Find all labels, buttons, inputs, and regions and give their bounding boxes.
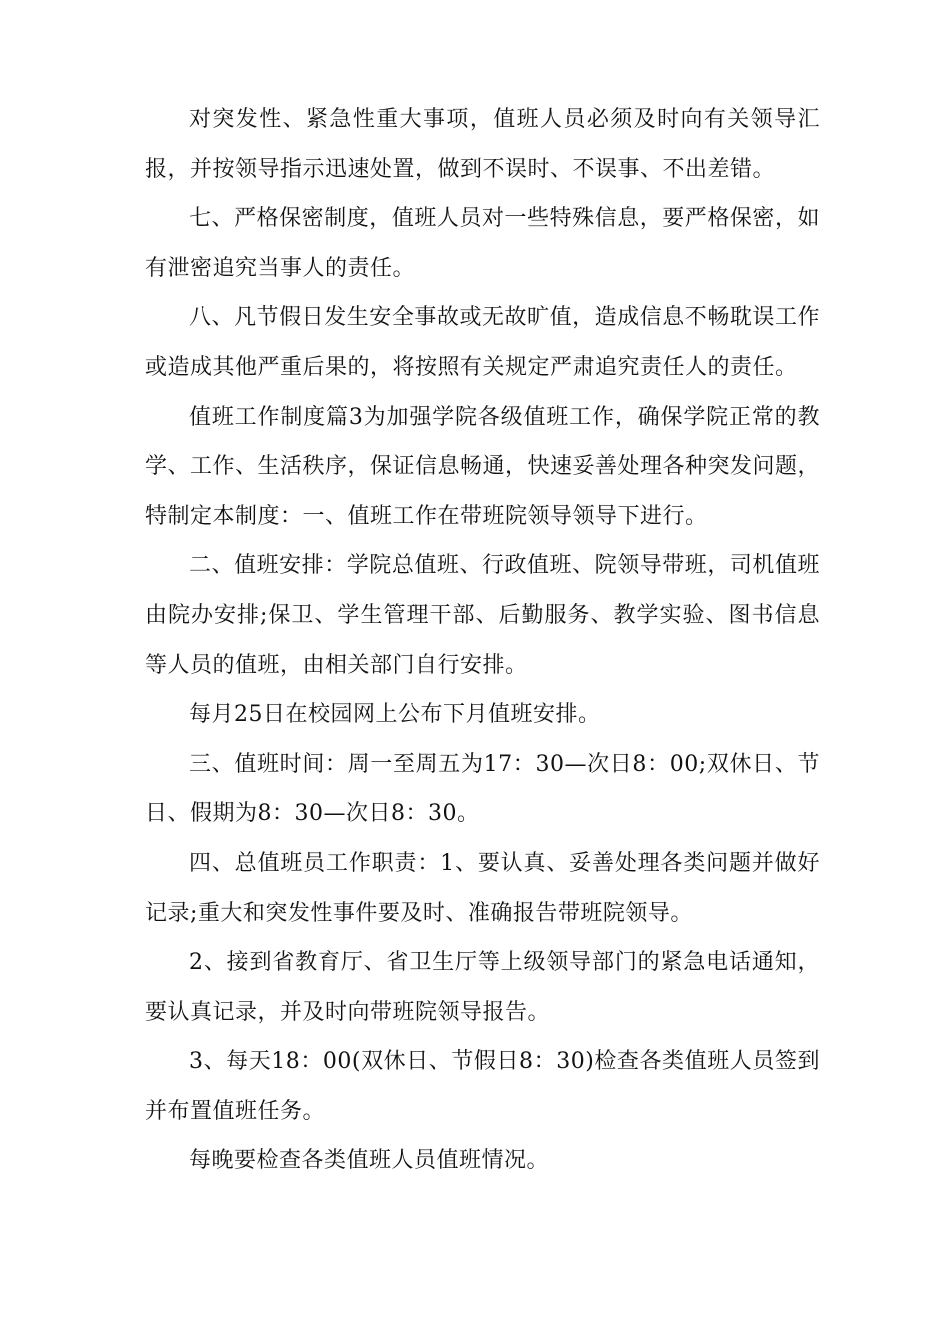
paragraph-duty-arrangement: 二、值班安排：学院总值班、行政值班、院领导带班，司机值班由院办安排;保卫、学生管理干部、后勤服务、教学实验、图书信息等人员的值班，由相关部门自行安排。 [145,553,820,678]
paragraph-duty-system-intro: 值班工作制度篇3为加强学院各级值班工作，确保学院正常的教学、工作、生活秩序，保证信息畅通，快速妥善处理各种突发问题，特制定本制度：一、值班工作在带班院领导领导下进行。 [145,404,821,529]
document-body [145,95,820,1186]
paragraph-confidentiality-rule: 七、严格保密制度，值班人员对一些特殊信息，要严格保密，如有泄密追究当事人的责任。 [145,206,820,281]
paragraph-nightly-inspection: 每晚要检查各类值班人员值班情况。 [189,1148,550,1174]
paragraph-holiday-accountability: 八、凡节假日发生安全事故或无故旷值，造成信息不畅耽误工作或造成其他严重后果的，将按照有关规定严肃追究责任人的责任。 [145,305,820,380]
paragraph-chief-duties: 四、总值班员工作职责：1、要认真、妥善处理各类问题并做好记录;重大和突发性事件要及时、准确报告带班院领导。 [145,850,820,926]
paragraph-emergency-reporting: 对突发性、紧急性重大事项，值班人员必须及时向有关领导汇报，并按领导指示迅速处置，做到不误时、不误事、不出差错。 [145,107,820,182]
paragraph-monthly-schedule: 每月25日在校园网上公布下月值班安排。 [189,702,601,728]
paragraph-daily-checkin: 3、每天18：00(双休日、节假日8：30)检查各类值班人员签到并布置值班任务。 [145,1049,820,1124]
paragraph-urgent-notices: 2、接到省教育厅、省卫生厅等上级领导部门的紧急电话通知，要认真记录，并及时向带班院领导报告。 [145,950,820,1025]
paragraph-duty-hours: 三、值班时间：周一至周五为17：30—次日8：00;双休日、节日、假期为8：30—次日8：30。 [145,751,820,827]
